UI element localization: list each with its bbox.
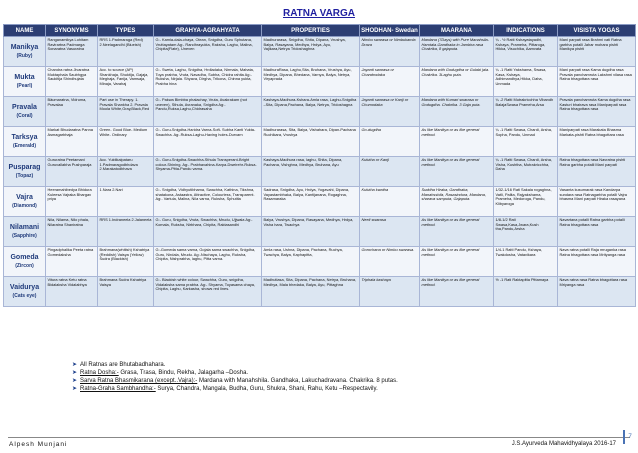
properties-cell: Madhutlasa, Sita, Dipana, Pachana, Netrya, Bruhana, Medhya, Mala bhedaka, Balya, Ayu, Pittaghna [262,277,360,307]
types-cell: Brahmana(whitish) Kshatriya (Reddish) Vaisya (Yellow) Sudra (Blackish) [98,247,154,277]
ratna-name: Gomeda [10,253,39,261]
ratna-name-cell [4,217,46,247]
maarana-cell: As like Manikya or as like general method. [420,157,494,187]
types-cell: Part use in Therapy. 1. Pravala Shankha 2. Pravala Moola White,Gray,Black,Red [98,97,154,127]
grahya-cell: G:- Snigdha, Vidhyutibhama, Swachha, Kathina, Tikshna, shatakona, Astaastra, Attractive, Colourless, Transparent. Ag:- Vartula, Malina, Nila varna, Ruksha, Sphutita [154,187,262,217]
maarana-cell: As like Manikya or as like general method. [420,277,494,307]
grahya-cell: G:- Guru-Snigdha-Swachha-Sthula Transperant-Bright colour-Shining. Ag:- Prabhavahina-Karpa-Dweirehr-Ruksa-Shyama-Pitta-Pandu varna. [154,157,262,187]
synonyms-cell: Vitura ratna Ketu ratna Bidalaksha Vidalabhya [46,277,98,307]
yogas-cell: Mani parpati rasa Brahmi vati Ratna garbha potalli Jahar mohara pishti Manikya pishti [558,37,636,67]
properties-cell: MadhuraRasa, Laghu,Sita, Bruhana, Vrushya, Ayu, Medhya, Dipana, Bhedana, Varnya, Balya, Netrya, Viryaprada [262,67,360,97]
types-cell: RRS 1.Indraneela 2.Jalaneela [98,217,154,247]
maarana-cell: Mardana with Kumari swarasa or Godugdha. Chakrika. 3 Gaja puta. [420,97,494,127]
page-number: 7 [623,430,635,444]
grahya-cell: G:- Pakwa Bimbba phalachay, Vruta, Avakrakam (not uneven), Sthula, Avranaka, Snigdha Ag:-Pandu,Ruksa,Laghu,Chidrasaha [154,97,262,127]
ratna-english-name: (Topaz) [15,172,34,179]
footer-divider [8,437,630,438]
grahya-cell: G:- Guru-Snigdha-Haridra Varna-Soft- Subha Kanti Yukta-Swachha. Ag:-Ruksa-Laghu-Having holes-Durvarn [154,127,262,157]
shodhan-cell: Jayanti swarasa or Kanji or Chumodaka [360,97,420,127]
note-ratna-dosha: ➤ Ratna Dosha:- Grasa, Trasa, Bindu, Rekha, Jalagarha –Dosha. [72,370,249,376]
header-cell: SYNONYMS [46,25,98,37]
table-row [4,187,636,217]
maarana-cell: As like Manikya or as like general method. [420,247,494,277]
yogas-cell: Vasanta kusumarak rasa Kandarpa sundara rasa Ratnagarbha potalli Vajra bhasma Mani parpati Hiraka rasayana [558,187,636,217]
indications-cell: ¼ -2 Ratti Mutrakricchha Vibandh BalajaSwasa Prameha,Arsa [494,97,558,127]
grahya-cell: G:- Guru, Snigdha, Vruta, Swachha, Mrudu, Ujjwala Ag:-Komala, Ruksha, Nirbhara, Chipita, Raktasandhi [154,217,262,247]
maarana-cell: Mardana with Godugdha or Gulabi jala. Chakrika. 3Laghu puta. [420,67,494,97]
header-cell: GRAHYA-AGRAHYATA [154,25,262,37]
shodhan-cell: Kulutha or Kanji [360,157,420,187]
ratna-name-cell [4,97,46,127]
maarana-cell: As like Manikya or as like general method. [420,217,494,247]
table-header-row [4,25,636,37]
note-graha-sambhandha: ➤ Ratna-Graha Sambhandha:- Surya, Chandra, Mangala, Budha, Guru, Shukra, Shani, Rahu, Ketu –Respectavily. [72,386,378,392]
maarana-cell: Suddha Hiraka, Gandhaka, Manahsshila, Rasasindura, Mardana, sharava samputa, Gajaputa. [420,187,494,217]
synonyms-cell: Nila, Nilama, Nilo phala, Nilaratna Shaniratna [46,217,98,247]
synonyms-cell: Heeramahibedya Bhidura Kuleesa Vajraka Bhargav priya [46,187,98,217]
header-cell: TYPES [98,25,154,37]
shodhan-cell: Kulutha kwatha [360,187,420,217]
ratna-name-cell [4,127,46,157]
ratna-name: Manikya [10,43,39,51]
synonyms-cell: Chandra ratna Jivaratna Muktaphala Saubhgya Saukitija Shindhujata [46,67,98,97]
shodhan-cell: Jayanti swarasa or Chandrodaka [360,67,420,97]
ratna-name-cell [4,157,46,187]
header-cell: INDICATIONS [494,25,558,37]
shodhan-cell: Neeli swarasa [360,217,420,247]
yogas-cell: Maniparpati rasa Marakata Bhasma Markata-pishti Ratna bhagottara rasa [558,127,636,157]
properties-cell: Madhurarasa, Sita, Balya, Vishahara, Dipan-Pachana Ruchikara, Vrushya [262,127,360,157]
header-cell: VISISTA YOGAS [558,25,636,37]
properties-cell: Madhurarasa, Snigdha, Shita, Dipana, Vrushya, Balya, Rasayana, Medhya, Hrdya, Ayu, Vajikara,Netrya Tridoshaghna [262,37,360,67]
grahya-cell: G:- Blackish white colour, Swachha, Guru, snigdha, Vidalaksha sama prabha. Ag:- Shyama, Toyasama chaya, Chipita, Laghu, Karkasha, shows red lines. [154,277,262,307]
indications-cell: ¼ -1 Ratti Swasa, Chardi, Arsha, Sopha, Pandu, Unmad [494,127,558,157]
ratna-english-name: (Sapphire) [12,232,37,239]
shodhan-cell: Gorochana or Nimbu swarasa. [360,247,420,277]
shodhan-cell: Nimbu swarasa or Nimbukamla Drava [360,37,420,67]
properties-cell: Kashaya-Madhura rasa, laghu, Shita, Dipana, Pachana, Vishghna, Medhya, Bruhana, Ayu [262,157,360,187]
types-cell: Green- Good Blue- Medium White- Ordinary [98,127,154,157]
properties-cell: Sadrasa, Snigdha, Ayu, Hrdya, Yogavahi, Dipana, Vayastambhaka, Balya, Kantijanana, Rogaghna, Rasamaraka [262,187,360,217]
types-cell: 1.Nara 2.Nari [98,187,154,217]
ratna-name-cell [4,37,46,67]
arrow-bullet-icon: ➤ [72,370,78,376]
ratna-english-name: (Diamond) [12,202,37,209]
types-cell: Acc. Yuktikalpataru 1.Padmaragodbhdava 2.Marakatodbhava [98,157,154,187]
yogas-cell: Nava ratna rasa Ratna bhagottara rasa Mriyanga rasa [558,277,636,307]
page-title: RATNA VARGA [282,8,356,19]
table-row [4,277,636,307]
footer-author: Alpesh Munjani [9,441,68,448]
table-row [4,127,636,157]
table-row [4,37,636,67]
ratna-name-cell [4,247,46,277]
footer-institution: J.S.Ayurveda Mahavidhyalaya 2016-17 [511,441,616,447]
maarana-cell: Mardana (7Days) with Pure Manahsila-Harotala-Gandhaka in Jambira rasa Chakrika, 8 gajaputa. [420,37,494,67]
ratna-table [3,24,636,307]
properties-cell: Balya, Vrushya, Dipana, Rasayana, Medhya, Hrdya, Visha hara, Twachya [262,217,360,247]
ratna-name-cell [4,277,46,307]
ratna-english-name: (Ruby) [16,52,33,59]
table-row [4,157,636,187]
yogas-cell: Mani parpati rasa Kama dugdha rasa Pravala panchamruta Lakshmi vilasa rasa Ratna bhagottara rasa [558,67,636,97]
table-row [4,217,636,247]
synonyms-cell: Gururatna Peetamani Guruvallabha Pushparaja [46,157,98,187]
synonyms-cell: Pingadphalika Peeta ratna Gomedaksha [46,247,98,277]
synonyms-cell: Ranganamikya Lohitam Ravirartna Padmarga Sonaratna Vasuratna [46,37,98,67]
indications-cell: 1/4-1 Ratti Pandu, Kshaya, Twakdosha, Vatavikara [494,247,558,277]
types-cell: RRS 1.Padmaraga (Red) 2.Neelagandhi (Blueish) [98,37,154,67]
table-row [4,247,636,277]
arrow-bullet-icon: ➤ [72,362,78,368]
shodhan-cell: Triphala kashaya [360,277,420,307]
ratna-name: Mukta [14,73,35,81]
shodhan-cell: Go-dugdha [360,127,420,157]
ratna-name: Tarksya [11,133,38,141]
ratna-name: Pusparag [8,163,41,171]
ratna-english-name: (Pearl) [16,82,33,89]
note-bhasmikarana: ➤ Sarva Ratna Bhasmikarana (except..Vajra):- Mardana with Manahshila. Gandhaka, Lakuchadravana. Chakrika. 8 putas. [72,378,398,384]
properties-cell: Kashaya-Madhura-Kshara-Amla rasa, Laghu-Snigdha –Sita, Dipana,Pachana, Balya, Netrya, Tridoshagna [262,97,360,127]
arrow-bullet-icon: ➤ [72,378,78,384]
ratna-name: Nilamani [9,223,40,231]
ratna-name-cell [4,67,46,97]
yogas-cell: Nava ratna potalli Raja mruganka rasa Ratna bhagottara rasa Mrityanga rasa [558,247,636,277]
header-cell: MAARANA [420,25,494,37]
indications-cell: ¼ -1 Ratti Swasa, Chardi, Arsha, Visha, Kushtha, Mutrakricchha, Daha [494,157,558,187]
table-row [4,67,636,97]
types-cell: Brahmana Sudra Kshatriya Vaisya [98,277,154,307]
ratna-name-cell [4,187,46,217]
maarana-cell: As like Manikya or as like general method. [420,127,494,157]
header-cell: NAME [4,25,46,37]
indications-cell: 1/32-1/16 Rati Sakala rogaghna, Vatli, Palita, Rajyakshama, Prameha, Medoroga, Pandu, Klibyaroga [494,187,558,217]
grahya-cell: G:-Gomeda sama varna, Gojala sama swachha, Snigdha, Guru, Nirdala, Mrudu. Ag:-Nischaya, Laghu, Ruksha, Chipita, Nishprabha, laghu, Pitta varna. [154,247,262,277]
yogas-cell: Pravala panchamruta Kama dugdha rasa Kasturi bhairava rasa Maniparpati rasa Ratna bhagottara rasa [558,97,636,127]
ratna-english-name: (Zircon) [15,262,34,269]
properties-cell: Amla rasa, Ushna, Dipana, Pachana, Ruchya, Twachya, Balya, Kaphapitta, [262,247,360,277]
indications-cell: ¼ - ½ Ratti Kshayatayadhi, Kshaya, Prameha, Pittaroga, Hikka, Visuchika, Aamvata [494,37,558,67]
synonyms-cell: Bäumaratna, Vidruma, Pravalaa [46,97,98,127]
ratna-english-name: (Cats eye) [12,292,37,299]
header-cell: SHODHAN- Swedan [360,25,420,37]
ratna-name: Vaidurya [9,283,40,291]
ratna-name: Pravala [12,103,37,111]
ratna-english-name: (Emerald) [12,142,37,149]
yogas-cell: Navartana potalli Ratna garbha potalli Ratna bhagottara rasa [558,217,636,247]
types-cell: Acc. to source (AP) Shankhaja, Shuktija, Gajaja, Meghaja, Fanija, Vamsaja, Minaja, Varahaj [98,67,154,97]
indications-cell: 1/8-1/2 Rati Swasa,Kasa,Jwara,Kush tha,Pandu,Arsha [494,217,558,247]
indications-cell: ½ -1 Rati Raktapitta Pittamaya [494,277,558,307]
ratna-name: Vajra [16,193,33,201]
arrow-bullet-icon: ➤ [72,386,78,392]
header-cell: PROPERTIES [262,25,360,37]
grahya-cell: G:- Kamla-dala-chaya, Olean, Snigdha, Guru Sphutana, Vruttayatam Ag:- Randhrayukta, Raksha, Laghu, Malina, Chipita(Flate), Uneven [154,37,262,67]
ratna-english-name: (Coral) [16,112,33,119]
indications-cell: ¼ -1 Ratti Yakshama, Swasa, Kasa, Kshaya, Adhimandhya,Hikka, Daha, Unmada [494,67,558,97]
synonyms-cell: Markat Bhudaratna Panna Asmagarbhaja [46,127,98,157]
note-bhutabadhahara: ➤ All Ratnas are Bhutabadhahara. [72,362,166,368]
table-row [4,97,636,127]
grahya-cell: G:- Sweta, Laghu, Snigdha, Hrdladaka, Nirmala, Mahata, Toya prabha, Vruta, Navadha, Subha, Chidra rahita Ag:- Ruksha, Nirjala. Shyava, Dirgha, Trikona, Chinna yukta, Prabha hina [154,67,262,97]
yogas-cell: Ratna bhagottara rasa Navratna pishti Ratna garbha potalli Mani parpati [558,157,636,187]
